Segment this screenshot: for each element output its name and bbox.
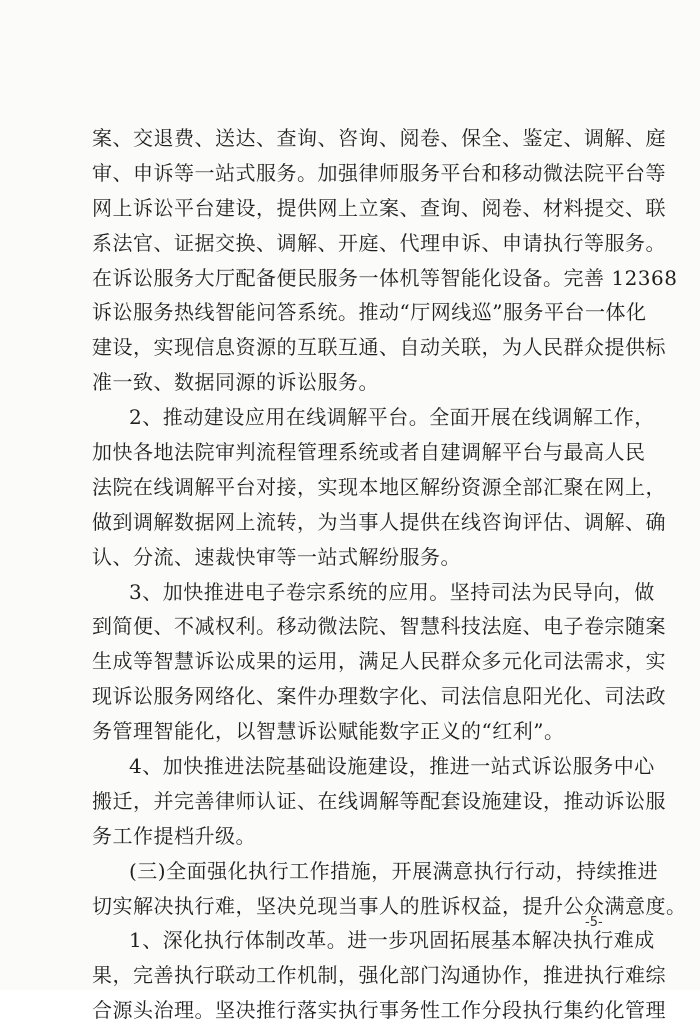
text-line: 务管理智能化，以智慧诉讼赋能数字正义的“红利”。 — [92, 719, 565, 744]
page-number: -5- — [585, 915, 603, 930]
paragraph-start-line: 1、深化执行体制改革。进一步巩固拓展基本解决执行难成 — [129, 928, 655, 953]
text-line: 在诉讼服务大厅配备便民服务一体机等智能化设备。完善 12368 — [92, 265, 678, 290]
paragraph-start-line: 2、推动建设应用在线调解平台。全面开展在线调解工作， — [129, 405, 655, 430]
text-line: 务工作提档升级。 — [92, 823, 256, 848]
document-body — [92, 121, 687, 1028]
text-line: 搬迁，并完善律师认证、在线调解等配套设施建设，推动诉讼服 — [92, 788, 666, 813]
text-line: 生成等智慧诉讼成果的运用，满足人民群众多元化司法需求，实 — [92, 649, 666, 674]
text-line: 诉讼服务热线智能问答系统。推动“厅网线巡”服务平台一体化 — [92, 300, 647, 325]
text-line: 到简便、不减权利。移动微法院、智慧科技法庭、电子卷宗随案 — [92, 614, 666, 639]
paragraph-start-line: 4、加快推进法院基础设施建设，推进一站式诉讼服务中心 — [129, 754, 655, 779]
text-line: 审、申诉等一站式服务。加强律师服务平台和移动微法院平台等 — [92, 160, 666, 185]
text-line: 建设，实现信息资源的互联互通、自动关联，为人民群众提供标 — [92, 335, 666, 360]
text-line: 果，完善执行联动工作机制，强化部门沟通协作，推进执行难综 — [92, 963, 666, 988]
paragraph-start-line: 3、加快推进电子卷宗系统的应用。坚持司法为民导向，做 — [129, 579, 655, 604]
text-line: 做到调解数据网上流转，为当事人提供在线咨询评估、调解、确 — [92, 509, 666, 534]
text-line: 合源头治理。坚决推行落实执行事务性工作分段执行集约化管理 — [92, 998, 666, 1023]
text-line: 案、交退费、送达、查询、咨询、阅卷、保全、鉴定、调解、庭 — [92, 126, 666, 150]
text-line: 法院在线调解平台对接，实现本地区解纷资源全部汇聚在网上， — [92, 474, 666, 499]
text-line: 认、分流、速裁快审等一站式解纷服务。 — [92, 544, 461, 569]
text-line: 网上诉讼平台建设，提供网上立案、查询、阅卷、材料提交、联 — [92, 195, 666, 220]
text-line: 准一致、数据同源的诉讼服务。 — [92, 370, 379, 395]
text-line: 加快各地法院审判流程管理系统或者自建调解平台与最高人民 — [92, 440, 646, 465]
text-line: 现诉讼服务网络化、案件办理数字化、司法信息阳光化、司法政 — [92, 684, 666, 709]
text-line: 切实解决执行难，坚决兑现当事人的胜诉权益，提升公众满意度。 — [92, 893, 687, 918]
text-line: 系法官、证据交换、调解、开庭、代理申诉、申请执行等服务。 — [92, 230, 666, 255]
section-heading-line: (三)全面强化执行工作措施，开展满意执行行动，持续推进 — [129, 858, 659, 883]
